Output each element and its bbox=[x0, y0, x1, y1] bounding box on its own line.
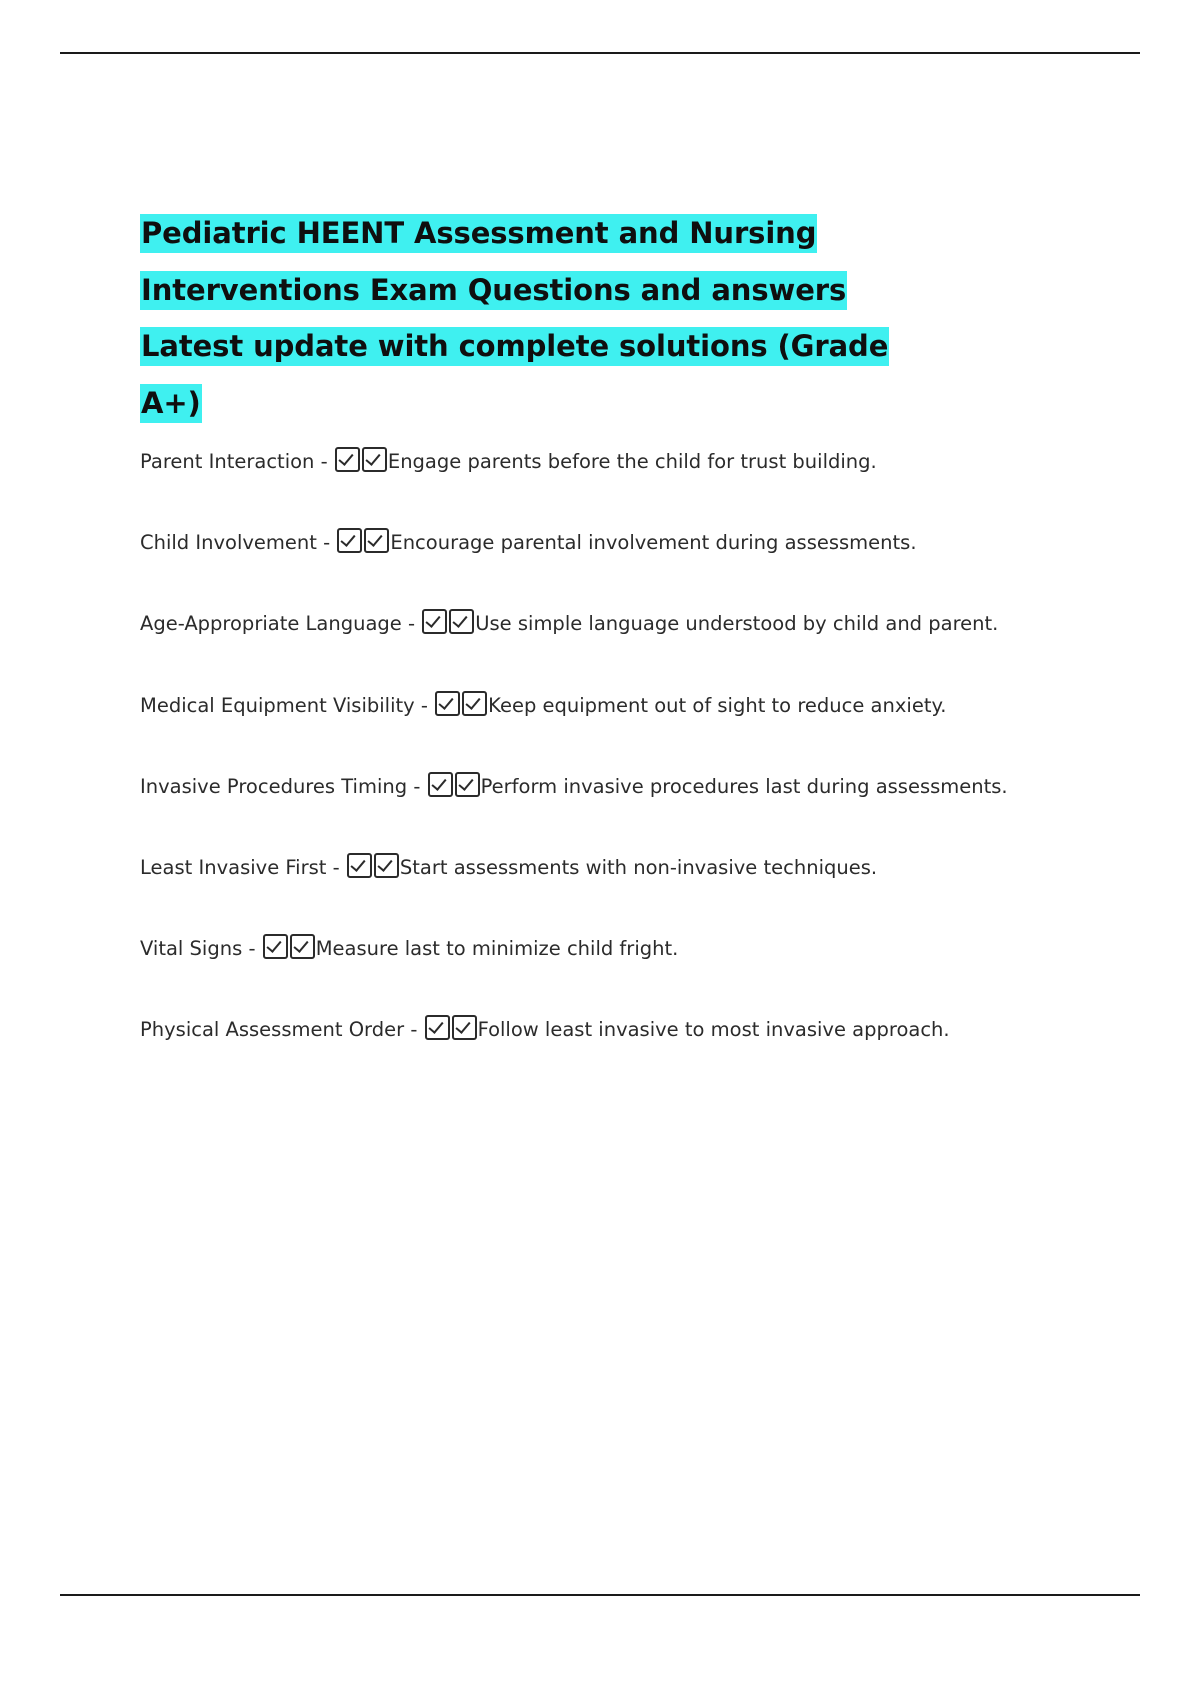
list-item bbox=[140, 770, 1020, 804]
checked-checkbox-icon bbox=[263, 934, 288, 959]
title-line-3: Latest update with complete solutions (Grade bbox=[140, 327, 889, 366]
list-item bbox=[140, 1013, 1020, 1047]
qa-answer: Engage parents before the child for trust building. bbox=[387, 450, 877, 474]
qa-answer: Measure last to minimize child fright. bbox=[315, 936, 679, 960]
qa-answer: Perform invasive procedures last during assessments. bbox=[480, 774, 1008, 798]
title-line-1: Pediatric HEENT Assessment and Nursing bbox=[140, 214, 817, 253]
title-line-4: A+) bbox=[140, 384, 202, 423]
qa-term: Least Invasive First bbox=[140, 855, 327, 879]
checkbox-pair bbox=[334, 450, 388, 473]
list-item bbox=[140, 932, 1020, 966]
header-divider bbox=[60, 52, 1140, 54]
qa-separator: - bbox=[323, 531, 331, 555]
list-item bbox=[140, 607, 1020, 641]
checkbox-pair bbox=[424, 1018, 478, 1041]
qa-term: Medical Equipment Visibility bbox=[140, 693, 415, 717]
checkbox-pair bbox=[262, 937, 316, 960]
checkbox-pair bbox=[427, 775, 481, 798]
qa-term: Vital Signs bbox=[140, 936, 243, 960]
checked-checkbox-icon bbox=[337, 528, 362, 553]
document-content bbox=[140, 205, 1040, 1047]
page-title bbox=[140, 205, 1040, 431]
qa-separator: - bbox=[410, 1018, 418, 1042]
qa-answer: Follow least invasive to most invasive approach. bbox=[477, 1018, 950, 1042]
checked-checkbox-icon bbox=[290, 934, 315, 959]
footer-divider bbox=[60, 1594, 1140, 1596]
checked-checkbox-icon bbox=[462, 691, 487, 716]
checked-checkbox-icon bbox=[455, 772, 480, 797]
list-item bbox=[140, 689, 1020, 723]
list-item bbox=[140, 445, 1020, 479]
qa-separator: - bbox=[332, 855, 340, 879]
checked-checkbox-icon bbox=[425, 1015, 450, 1040]
checked-checkbox-icon bbox=[335, 447, 360, 472]
qa-answer: Start assessments with non-invasive techniques. bbox=[399, 855, 878, 879]
checked-checkbox-icon bbox=[347, 853, 372, 878]
checked-checkbox-icon bbox=[449, 609, 474, 634]
checkbox-pair bbox=[434, 694, 488, 717]
qa-answer: Use simple language understood by child and parent. bbox=[475, 612, 999, 636]
list-item bbox=[140, 851, 1020, 885]
checked-checkbox-icon bbox=[374, 853, 399, 878]
checkbox-pair bbox=[421, 612, 475, 635]
checked-checkbox-icon bbox=[452, 1015, 477, 1040]
checked-checkbox-icon bbox=[428, 772, 453, 797]
qa-answer: Encourage parental involvement during assessments. bbox=[390, 531, 917, 555]
qa-term: Parent Interaction bbox=[140, 450, 315, 474]
qa-term: Physical Assessment Order bbox=[140, 1018, 405, 1042]
qa-term: Age-Appropriate Language bbox=[140, 612, 402, 636]
qa-separator: - bbox=[420, 693, 428, 717]
qa-answer: Keep equipment out of sight to reduce anxiety. bbox=[488, 693, 947, 717]
checked-checkbox-icon bbox=[422, 609, 447, 634]
qa-separator: - bbox=[407, 612, 416, 636]
qa-separator: - bbox=[248, 936, 256, 960]
qa-separator: - bbox=[320, 450, 328, 474]
qa-separator: - bbox=[413, 774, 421, 798]
checked-checkbox-icon bbox=[364, 528, 389, 553]
qa-term: Invasive Procedures Timing bbox=[140, 774, 408, 798]
checked-checkbox-icon bbox=[435, 691, 460, 716]
checked-checkbox-icon bbox=[362, 447, 387, 472]
qa-term: Child Involvement bbox=[140, 531, 317, 555]
list-item bbox=[140, 526, 1020, 560]
checkbox-pair bbox=[346, 856, 400, 879]
title-line-2: Interventions Exam Questions and answers bbox=[140, 271, 847, 310]
checkbox-pair bbox=[336, 531, 390, 554]
qa-list bbox=[140, 445, 1040, 1047]
